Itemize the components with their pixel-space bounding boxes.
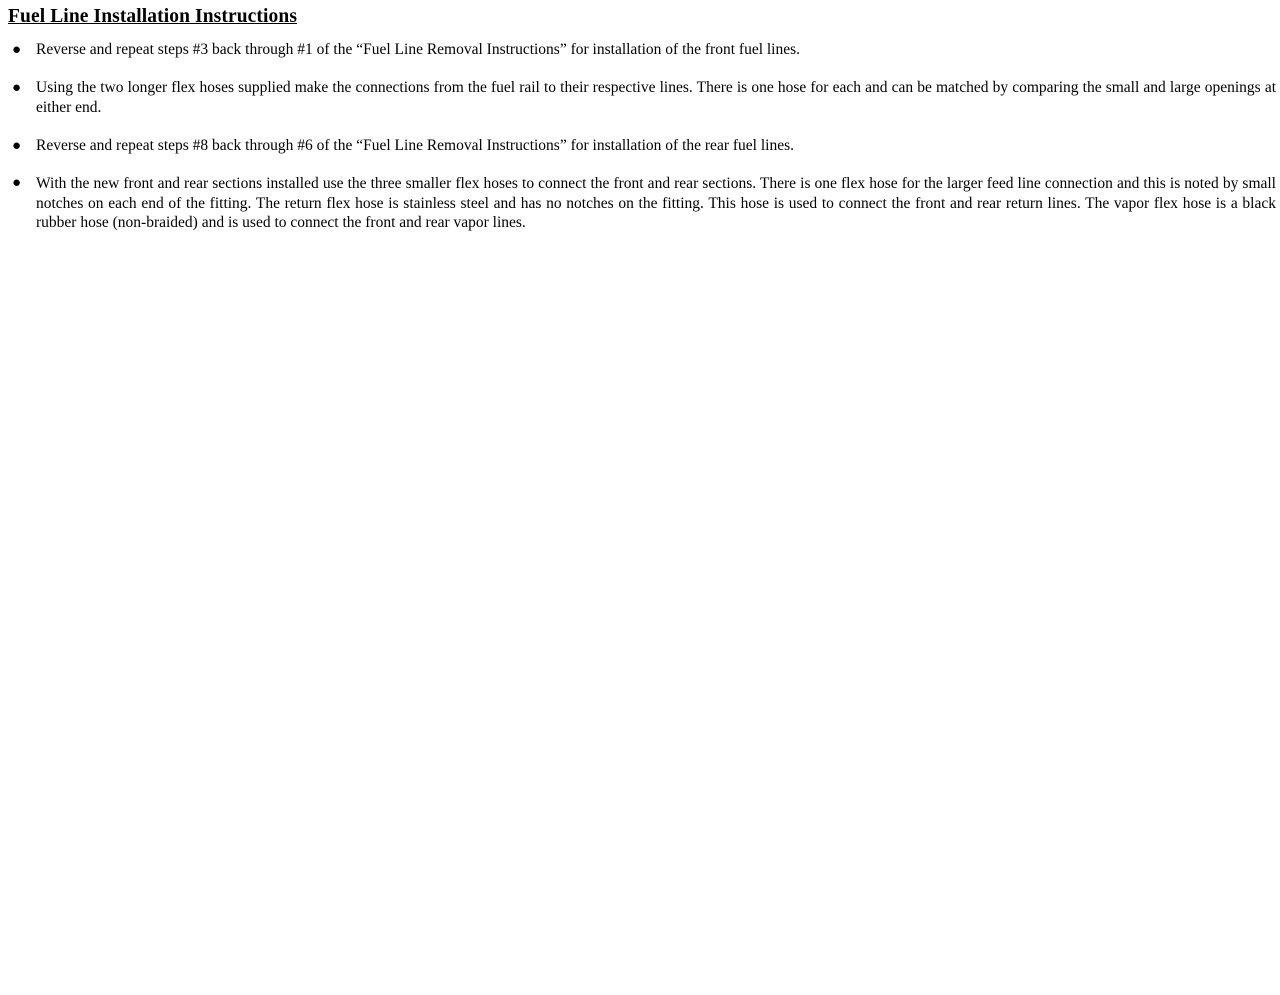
list-item-text: Reverse and repeat steps #3 back through #1 of the “Fuel Line Removal Instructions” for installation of the front fuel lines. (36, 41, 801, 59)
bullet-icon: ● (12, 80, 22, 96)
instruction-list (0, 40, 1280, 233)
bullet-icon: ● (12, 42, 22, 59)
list-item (0, 78, 1280, 118)
list-item-text: Using the two longer flex hoses supplied make the connections from the fuel rail to their respective lines. There is one hose for each and can be matched by comparing the small and large openings at either end. (36, 79, 1276, 117)
list-item-text: With the new front and rear sections installed use the three smaller flex hoses to connect the front and rear sections. There is one flex hose for the larger feed line connection and this is noted by small notches on each end of the fitting. The return flex hose is stainless steel and has no notches on the fitting. This hose is used to connect the front and rear return lines. The vapor flex hose is a black rubber hose (non-braided) and is used to connect the front and rear vapor lines. (36, 174, 1276, 232)
list-item (0, 136, 1280, 156)
list-item-text: Reverse and repeat steps #8 back through #6 of the “Fuel Line Removal Instructions” for installation of the rear fuel lines. (36, 136, 794, 154)
document-page (0, 6, 1280, 995)
list-item (0, 40, 1280, 60)
page-title: Fuel Line Installation Instructions (8, 6, 298, 27)
list-item (0, 174, 1280, 233)
bullet-icon: ● (12, 137, 22, 154)
bullet-icon: ● (12, 175, 22, 192)
